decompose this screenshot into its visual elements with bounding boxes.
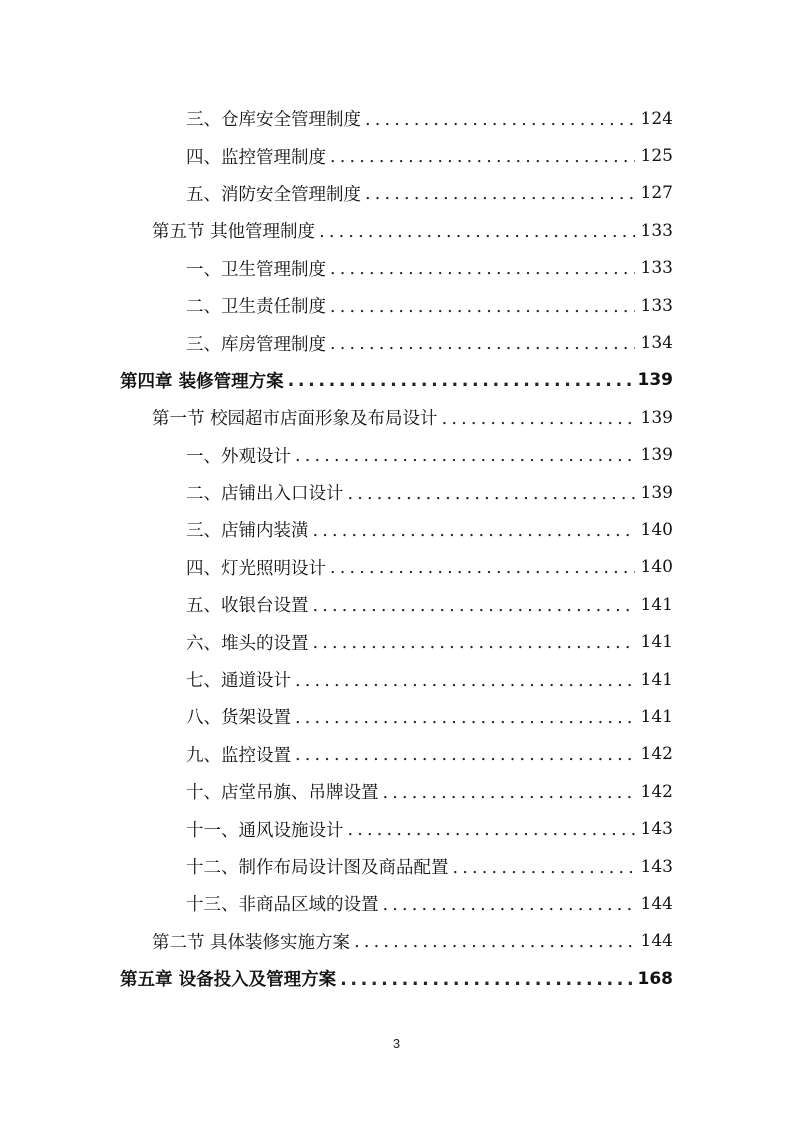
toc-entry-page: 133	[640, 220, 673, 241]
toc-entry[interactable]	[0, 250, 673, 287]
toc-dot-leader	[313, 521, 635, 541]
toc-dot-leader	[348, 484, 635, 504]
toc-entry[interactable]	[0, 212, 673, 249]
toc-entry[interactable]	[0, 586, 673, 623]
toc-entry[interactable]	[0, 773, 673, 810]
toc-entry[interactable]	[0, 324, 673, 361]
toc-entry-title: 四、灯光照明设计	[186, 558, 326, 579]
toc-entry-title: 一、外观设计	[186, 446, 291, 467]
toc-entry-title: 第五章 设备投入及管理方案	[120, 970, 337, 991]
toc-entry-title: 一、卫生管理制度	[186, 259, 326, 280]
toc-dot-leader	[295, 446, 635, 466]
toc-entry-title: 六、堆头的设置	[186, 633, 309, 654]
toc-entry-title: 十一、通风设施设计	[186, 820, 344, 841]
toc-entry[interactable]	[0, 399, 673, 436]
toc-entry-title: 二、店铺出入口设计	[186, 484, 344, 505]
toc-entry-page: 140	[640, 519, 673, 540]
toc-entry-page: 141	[640, 669, 673, 690]
toc-dot-leader	[330, 147, 635, 167]
toc-entry-page: 142	[640, 781, 673, 802]
toc-entry-page: 141	[640, 706, 673, 727]
toc-entry[interactable]	[0, 698, 673, 735]
toc-dot-leader	[365, 110, 635, 130]
toc-entry-page: 141	[640, 594, 673, 615]
toc-dot-leader	[348, 820, 635, 840]
toc-dot-leader	[330, 297, 635, 317]
toc-dot-leader	[313, 596, 635, 616]
toc-entry[interactable]	[0, 362, 673, 399]
toc-entry-title: 三、仓库安全管理制度	[186, 110, 361, 131]
toc-dot-leader	[383, 783, 635, 803]
toc-entry-title: 十三、非商品区域的设置	[186, 895, 379, 916]
toc-dot-leader	[313, 633, 635, 653]
toc-entry[interactable]	[0, 623, 673, 660]
toc-entry-page: 139	[640, 445, 673, 466]
toc-entry-title: 二、卫生责任制度	[186, 297, 326, 318]
toc-entry-page: 124	[640, 108, 673, 129]
toc-entry-page: 141	[640, 632, 673, 653]
toc-entry-title: 第一节 校园超市店面形象及布局设计	[152, 409, 438, 430]
toc-entry-page: 144	[640, 931, 673, 952]
toc-entry[interactable]	[0, 137, 673, 174]
toc-dot-leader	[453, 858, 635, 878]
toc-entry-title: 第二节 具体装修实施方案	[152, 932, 351, 953]
toc-dot-leader	[330, 558, 635, 578]
toc-entry-title: 十二、制作布局设计图及商品配置	[186, 858, 449, 878]
toc-entry-title: 五、收银台设置	[186, 596, 309, 617]
toc-entry-page: 134	[640, 333, 673, 354]
toc-entry[interactable]	[0, 848, 673, 885]
toc-dot-leader	[295, 671, 635, 691]
toc-entry[interactable]	[0, 287, 673, 324]
toc-entry-page: 144	[640, 893, 673, 914]
toc-entry-title: 五、消防安全管理制度	[186, 184, 361, 205]
toc-entry-title: 十、店堂吊旗、吊牌设置	[186, 783, 379, 804]
toc-entry-page: 133	[640, 295, 673, 316]
toc-entry[interactable]	[0, 736, 673, 773]
toc-entry[interactable]	[0, 885, 673, 922]
toc-dot-leader	[288, 371, 632, 391]
toc-dot-leader	[330, 259, 635, 279]
toc-entry[interactable]	[0, 960, 673, 997]
toc-entry-title: 三、库房管理制度	[186, 334, 326, 355]
toc-entry-title: 第四章 装修管理方案	[120, 371, 284, 392]
toc-entry-title: 四、监控管理制度	[186, 147, 326, 168]
toc-entry[interactable]	[0, 175, 673, 212]
toc-entry-page: 142	[640, 744, 673, 765]
toc-entry[interactable]	[0, 661, 673, 698]
toc-entry[interactable]	[0, 810, 673, 847]
toc-entry-title: 九、监控设置	[186, 745, 291, 766]
table-of-contents	[0, 100, 793, 997]
toc-dot-leader	[319, 222, 634, 242]
toc-entry-title: 第五节 其他管理制度	[152, 222, 316, 243]
toc-dot-leader	[295, 745, 635, 765]
toc-entry-page: 168	[637, 968, 673, 989]
toc-entry-page: 139	[640, 407, 673, 428]
toc-entry-page: 143	[640, 856, 673, 877]
toc-dot-leader	[340, 970, 631, 990]
toc-entry[interactable]	[0, 511, 673, 548]
toc-dot-leader	[442, 409, 635, 429]
toc-entry[interactable]	[0, 549, 673, 586]
toc-entry[interactable]	[0, 437, 673, 474]
toc-entry-page: 139	[637, 370, 673, 391]
toc-dot-leader	[295, 708, 635, 728]
toc-entry-title: 八、货架设置	[186, 708, 291, 729]
toc-dot-leader	[365, 184, 635, 204]
toc-entry[interactable]	[0, 100, 673, 137]
toc-entry-page: 127	[640, 183, 673, 204]
toc-dot-leader	[330, 334, 635, 354]
toc-entry-page: 133	[640, 258, 673, 279]
toc-entry[interactable]	[0, 474, 673, 511]
toc-entry-page: 139	[640, 482, 673, 503]
toc-entry-page: 140	[640, 557, 673, 578]
toc-dot-leader	[383, 895, 635, 915]
toc-entry-page: 143	[640, 819, 673, 840]
toc-entry-title: 七、通道设计	[186, 671, 291, 692]
toc-entry[interactable]	[0, 923, 673, 960]
toc-dot-leader	[354, 932, 634, 952]
page-number: 3	[392, 1036, 401, 1051]
toc-entry-page: 125	[640, 146, 673, 167]
toc-entry-title: 三、店铺内装潢	[186, 521, 309, 542]
